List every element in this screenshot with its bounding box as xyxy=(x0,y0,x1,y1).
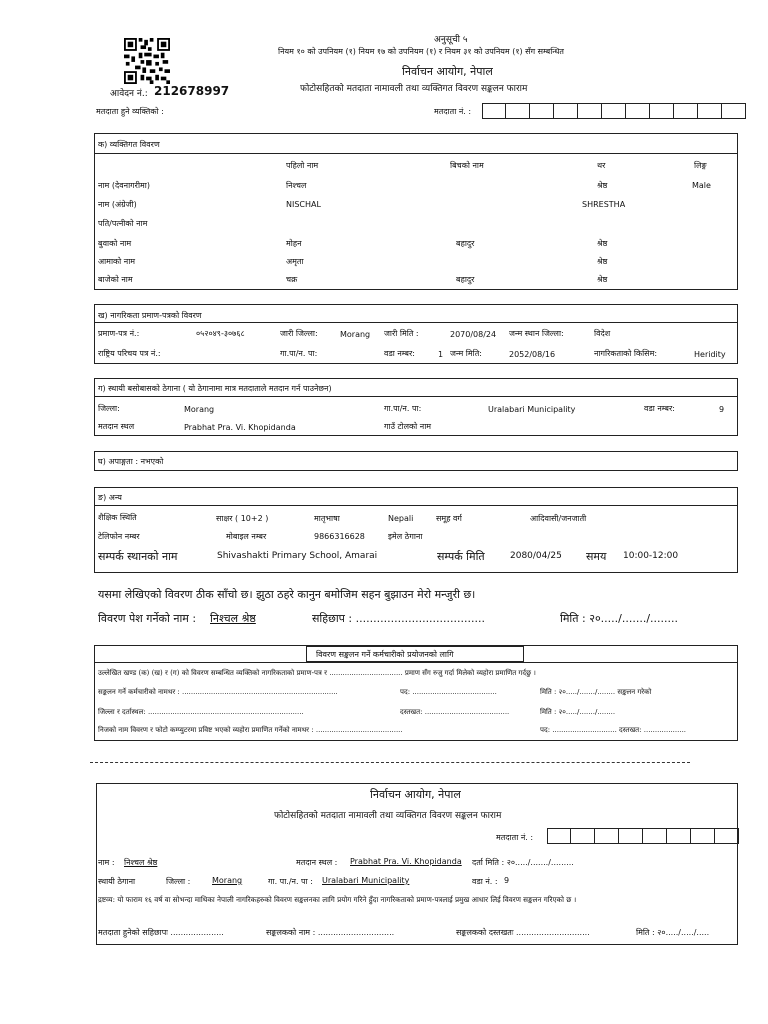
district-registration-line: जिल्ला र दर्तास्थल: ...................................................................... xyxy=(98,708,304,716)
certificate-number-label: प्रमाण-पत्र नं.: xyxy=(98,329,140,338)
citizenship-section-title: ख) नागरिकता प्रमाण-पत्रको विवरण xyxy=(98,311,202,320)
slip-name-label: नाम : xyxy=(98,858,115,867)
contact-date-label: सम्पर्क मिति xyxy=(437,550,485,563)
official-section-title: विवरण सङ्कलन गर्ने कर्मचारीको प्रयोजनको लागि xyxy=(316,650,454,659)
education-label: शैक्षिक स्थिति xyxy=(98,513,137,522)
declaration-statement: यसमा लेखिएको विवरण ठीक साँचो छ। झुठा ठहरे कानुन बमोजिम सहन बुझाउन मेरो मन्जुरी छ। xyxy=(98,588,476,601)
slip-form-title: फोटोसहितको मतदाता नामावली तथा व्यक्तिगत विवरण सङ्कलन फाराम xyxy=(274,811,502,821)
contact-date-value: 2080/04/25 xyxy=(510,551,562,561)
first-name-value: अमृता xyxy=(286,257,304,266)
first-name-value: मोहन xyxy=(286,239,302,248)
row-label: आमाको नाम xyxy=(98,257,136,266)
polling-station-label: मतदान स्थल xyxy=(98,422,135,431)
verification-statement: उल्लेखित खण्ड (क) (ख) र (ग) को विवरण सम्बन्धित व्यक्तिको नागरिकताको प्रमाण-पत्र र ................................. प्रमाण सँग रुजु गर्दा मिलेको व्यहोरा प्रमाणित गर्दछु । xyxy=(98,669,536,677)
contact-place-value: Shivashakti Primary School, Amarai xyxy=(217,551,378,561)
national-id-label: राष्ट्रिय परिचय पत्र नं.: xyxy=(98,349,161,358)
declaration-date: मिति : २०...../......./........ xyxy=(560,612,679,625)
slip-collector-name: सङ्कलकको नाम : .............................. xyxy=(266,928,395,937)
municipality-label: गा.पा/न. पा: xyxy=(280,349,318,358)
submitter-name: निश्चल श्रेष्ठ xyxy=(210,612,256,625)
time-value: 10:00-12:00 xyxy=(623,551,679,561)
collector-post-line: पद: ...................................... xyxy=(400,688,497,696)
slip-ward: 9 xyxy=(504,876,510,885)
divider xyxy=(94,153,738,154)
citizenship-type: Heridity xyxy=(694,350,726,359)
issue-district: Morang xyxy=(340,330,371,339)
signature-line: दस्तखत: ...................................... xyxy=(400,708,510,716)
email-label: इमेल ठेगाना xyxy=(388,532,423,541)
dob-value: 2052/08/16 xyxy=(509,350,556,359)
collector-name-line: सङ्कलन गर्ने कर्मचारीको नामथर : ...................................................................... xyxy=(98,688,338,696)
citizenship-type-label: नागरिकताको किसिम: xyxy=(594,349,658,358)
qr-code xyxy=(124,38,170,84)
row-label: नाम (अंग्रेजी) xyxy=(98,200,137,209)
slip-registration-date: दर्ता मिति : २०...../......./......... xyxy=(472,858,574,867)
phone-label: टेलिफोन नम्बर xyxy=(98,532,140,541)
cut-line xyxy=(90,762,690,763)
slip-district-label: जिल्ला : xyxy=(166,877,191,886)
group-label: समूह वर्ग xyxy=(436,514,462,523)
disability-box xyxy=(94,451,738,471)
dob-label: जन्म मिति: xyxy=(450,349,482,358)
certificate-number: ०५२०४९-३०७६८ xyxy=(196,329,245,338)
middle-name-value: बहादुर xyxy=(456,275,475,284)
time-label: समय xyxy=(586,550,607,563)
ward-value: 9 xyxy=(719,405,725,414)
tole-label: गाउँ टोलको नाम xyxy=(384,422,432,431)
row-label: बाजेको नाम xyxy=(98,275,133,284)
slip-polling: Prabhat Pra. Vi. Khopidanda xyxy=(350,857,462,866)
voter-number-label: मतदाता नं. : xyxy=(434,107,472,116)
birth-place-label: जन्म स्थान जिल्ला: xyxy=(509,329,564,338)
birth-place: विदेश xyxy=(594,329,611,338)
slip-permanent-address-label: स्थायी ठेगाना xyxy=(98,877,136,886)
slip-district: Morang xyxy=(212,876,243,885)
mobile-value: 9866316628 xyxy=(314,532,365,541)
verifier-post-signature: पद: ............................. दस्तखत: ................... xyxy=(540,726,687,734)
first-name-value: NISCHAL xyxy=(286,200,321,209)
district-value: Morang xyxy=(184,405,215,414)
slip-collector-signature: सङ्कलकको दस्तखतः ............................. xyxy=(456,928,590,937)
date-line: मिति : २०...../......./........ xyxy=(540,708,616,716)
voter-person-label: मतदाता हुने व्यक्तिको : xyxy=(96,107,164,116)
issue-date-label: जारी मिति : xyxy=(384,329,419,338)
col-last-name: थर xyxy=(597,161,606,170)
submitter-label: विवरण पेश गर्नेको नाम : xyxy=(98,612,197,625)
slip-ward-label: वडा नं. : xyxy=(472,877,498,886)
other-section-title: ङ) अन्य xyxy=(98,493,122,502)
col-middle-name: बिचको नाम xyxy=(450,161,484,170)
ward-label: वडा नम्बर: xyxy=(644,404,675,413)
education-value: साक्षर ( 10+2 ) xyxy=(216,514,269,523)
row-label: बुवाको नाम xyxy=(98,239,132,248)
municipality-value: Uralabari Municipality xyxy=(488,405,576,414)
voter-number-boxes[interactable] xyxy=(482,103,746,119)
rules-reference: नियम १० को उपनियम (१) नियम १७ को उपनियम (१) र नियम ३१ को उपनियम (१) सँग सम्बन्धित xyxy=(278,47,564,56)
col-gender: लिङ्ग xyxy=(694,161,707,170)
personal-details-box xyxy=(94,133,738,290)
divider xyxy=(94,396,738,397)
last-name-value: श्रेष्ठ xyxy=(597,239,608,248)
signature-line: सहिछाप : ..................................... xyxy=(312,612,486,625)
slip-voter-number-boxes[interactable] xyxy=(547,828,739,844)
last-name-value: SHRESTHA xyxy=(582,200,626,209)
slip-polling-label: मतदान स्थल : xyxy=(296,858,338,867)
issue-date: 2070/08/24 xyxy=(450,330,497,339)
group-value: आदिवासी/जनजाती xyxy=(530,514,587,523)
address-section-title: ग) स्थायी बसोबासको ठेगाना ( यो ठेगानामा मात्र मतदाताले मतदान गर्न पाउनेछन) xyxy=(98,384,332,393)
form-title: फोटोसहितको मतदाता नामावली तथा व्यक्तिगत विवरण सङ्कलन फाराम xyxy=(300,84,528,94)
personal-section-title: क) व्यक्तिगत विवरण xyxy=(98,140,160,149)
row-label: पति/पत्नीको नाम xyxy=(98,219,148,228)
gender-value: Male xyxy=(692,181,711,190)
issue-district-label: जारी जिल्ला: xyxy=(280,329,318,338)
mother-tongue-value: Nepali xyxy=(388,514,414,523)
collected-date-line: मिति : २०...../......./........ सङ्कलन गरेको xyxy=(540,688,652,696)
divider xyxy=(94,662,738,663)
middle-name-value: बहादुर xyxy=(456,239,475,248)
schedule-label: अनुसूची ५ xyxy=(434,35,468,45)
disability-status: घ) अपाङ्गता : नभएको xyxy=(98,457,164,466)
application-number: 212678997 xyxy=(154,84,230,98)
mobile-label: मोबाइल नम्बर xyxy=(226,532,267,541)
polling-station-value: Prabhat Pra. Vi. Khopidanda xyxy=(184,423,296,432)
contact-place-label: सम्पर्क स्थानको नाम xyxy=(98,550,178,563)
slip-date: मिति : २०...../...../..... xyxy=(636,928,710,937)
row-label: नाम (देवनागरीमा) xyxy=(98,181,150,190)
last-name-value: श्रेष्ठ xyxy=(597,275,608,284)
slip-note: द्रष्टव्य: यो फाराम १६ वर्ष वा सोभन्दा माथिका नेपाली नागरिकहरुको विवरण सङ्कलनका लागि प्रयोग गरिने हुँदा नागरिकताको प्रमाण-पत्रलाई प्रमुख आधार लिई विवरण सङ्कलन गरिएको छ । xyxy=(98,895,577,904)
slip-commission: निर्वाचन आयोग, नेपाल xyxy=(370,788,461,801)
first-name-value: निश्चल xyxy=(286,181,307,190)
last-name-value: श्रेष्ठ xyxy=(597,181,608,190)
mother-tongue-label: मातृभाषा xyxy=(314,514,340,523)
district-label: जिल्ला: xyxy=(98,404,120,413)
ward-label: वडा नम्बर: xyxy=(384,349,415,358)
first-name-value: चक्र xyxy=(286,275,298,284)
commission-name: निर्वाचन आयोग, नेपाल xyxy=(402,65,493,78)
application-number-label: आवेदन नं.: xyxy=(110,89,148,99)
divider xyxy=(94,505,738,506)
col-first-name: पहिलो नाम xyxy=(286,161,319,170)
data-entry-verifier-line: निजको नाम विवरण र फोटो कम्प्युटरमा प्रविष्ट भएको व्यहोरा प्रमाणित गर्नेको नामथर : ....................................... xyxy=(98,726,403,734)
slip-name: निश्चल श्रेष्ठ xyxy=(124,858,158,867)
slip-voter-no-label: मतदाता नं. : xyxy=(496,833,534,842)
municipality-label: गा.पा/न. पा: xyxy=(384,404,422,413)
slip-voter-signature: मतदाता हुनेको सहिछापः ..................... xyxy=(98,928,224,937)
ward-value: 1 xyxy=(438,350,444,359)
divider xyxy=(94,322,738,323)
slip-municipality: Uralabari Municipality xyxy=(322,876,410,885)
slip-municipality-label: गा. पा./न. पा : xyxy=(268,877,313,886)
last-name-value: श्रेष्ठ xyxy=(597,257,608,266)
